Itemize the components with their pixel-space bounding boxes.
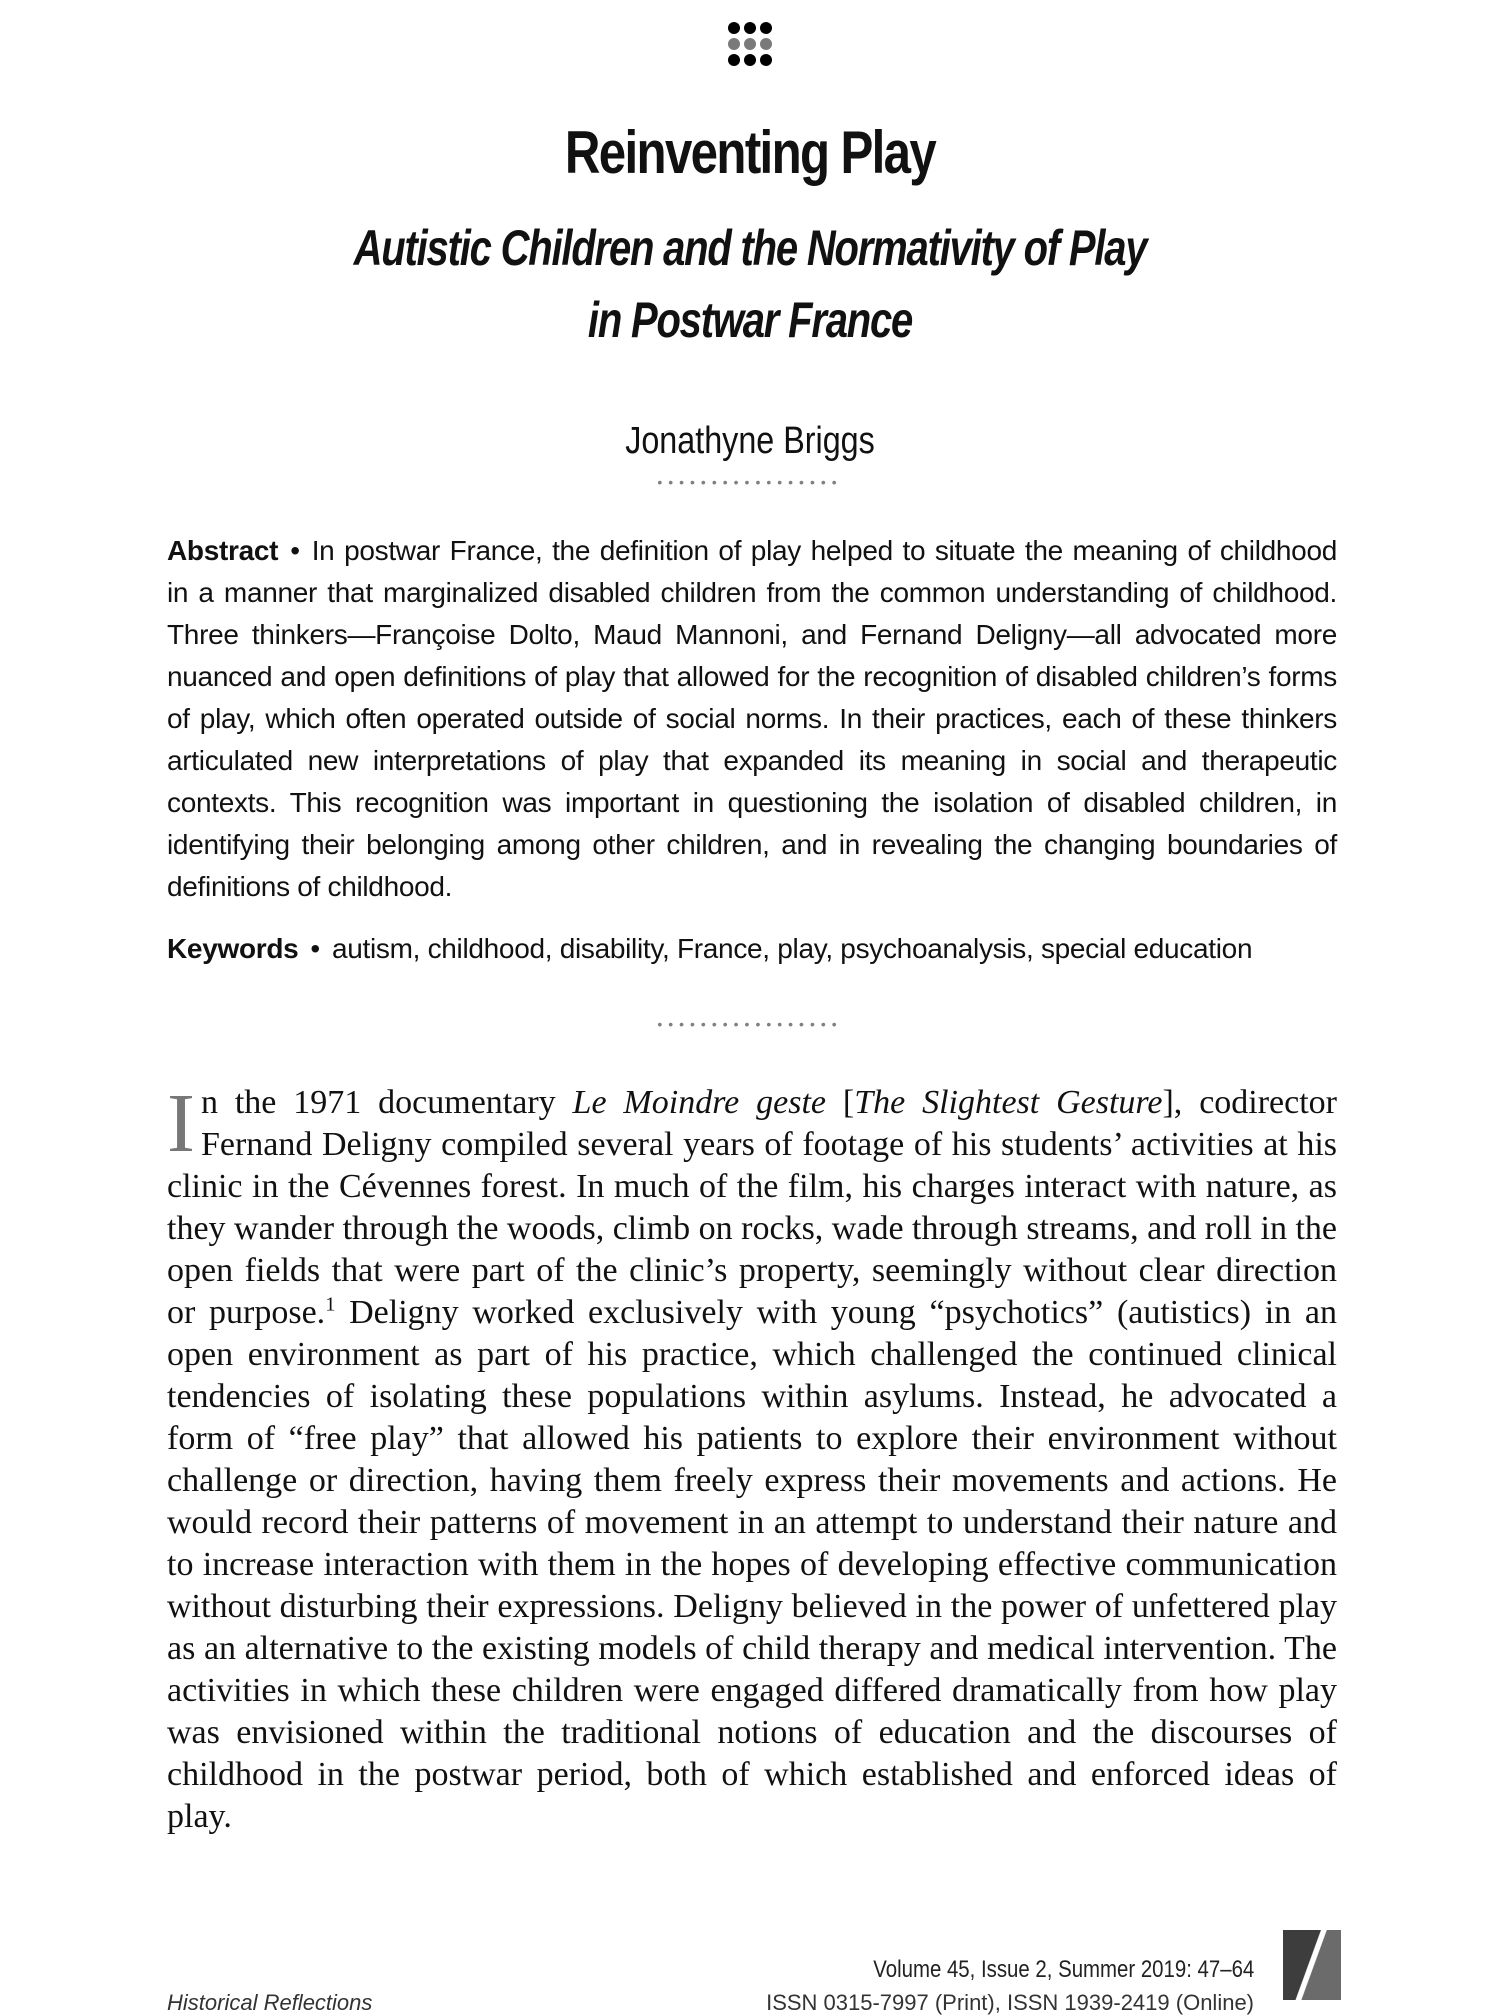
volume-info: Volume 45, Issue 2, Summer 2019: 47–64 [872,1956,1254,1983]
subtitle-line-2: in Postwar France [587,292,913,348]
footnote-ref[interactable]: 1 [325,1293,336,1316]
dot-separator: ••••••••••••••••• [657,474,843,490]
dot-separator: ••••••••••••••••• [657,1016,843,1032]
keywords-label: Keywords [167,933,299,964]
abstract-label: Abstract [167,535,279,566]
journal-logo-icon [728,22,772,66]
abstract-text: In postwar France, the definition of play helped to situate the meaning of childhood in a manner that marginalized disabled children from the common understanding of childhood. Three thinkers—Françoise Dolto, Maud Mannoni, and Fernand Deligny—all advocated more nuanced and open definitions of play that allowed for the recognition of disabled children’s forms of play, which often operated outside of social norms. In their practices, each of these thinkers articulated new interpretations of play that expanded its meaning in social and therapeutic contexts. This recognition was important in questioning the isolation of disabled children, in identifying their belonging among other children, and in revealing the changing boundaries of definitions of childhood. [167,535,1337,902]
subtitle-line-1: Autistic Children and the Normativity of Play [353,220,1147,276]
film-title: Le Moindre geste [572,1084,826,1121]
bullet-icon: • [310,933,320,964]
keywords-text: autism, childhood, disability, France, play, psychoanalysis, special education [331,933,1253,964]
film-title-english: The Slightest Gesture [854,1084,1163,1121]
author-name: Jonathyne Briggs [625,420,875,462]
drop-cap: I [167,1077,195,1170]
issn-info: ISSN 0315-7997 (Print), ISSN 1939-2419 (Online) [766,1990,1254,2015]
article-subtitle [150,212,1350,356]
bullet-icon: • [290,535,300,566]
abstract [167,530,1337,908]
body-paragraph: In the 1971 documentary Le Moindre geste [The Slightest Gesture], codirector Fernand Deligny compiled several years of footage of his students’ activities at his clinic in the Cévennes forest. In much of the film, his charges interact with nature, as they wander through the woods, climb on rocks, wade through streams, and roll in the open fields that were part of the clinic’s property, seemingly without clear direction or purpose.$^1$ Deligny worked exclusively with young “psychotics” (autistics) in an open environment as part of his practice, which challenged the continued clinical tendencies of isolating these populations within asylums. Instead, he advocated a form of “free play” that allowed his patients to explore their environment without challenge or direction, having them freely express their movements and actions. He would record their patterns of movement in an attempt to understand their nature and to increase interaction with them in the hopes of developing effective communication without disturbing their expressions. Deligny believed in the power of unfettered play as an alternative to the existing models of child therapy and medical intervention. The activities in which these children were engaged differed dramatically from how play was envisioned within the traditional notions of education and the discourses of childhood in the postwar period, both of which established and enforced ideas of play. [167,1077,1337,1835]
keywords [167,928,1337,970]
publisher-logo-icon [1283,1930,1341,2000]
article-title: Reinventing Play [564,119,936,186]
journal-name: Historical Reflections [167,1990,373,2015]
